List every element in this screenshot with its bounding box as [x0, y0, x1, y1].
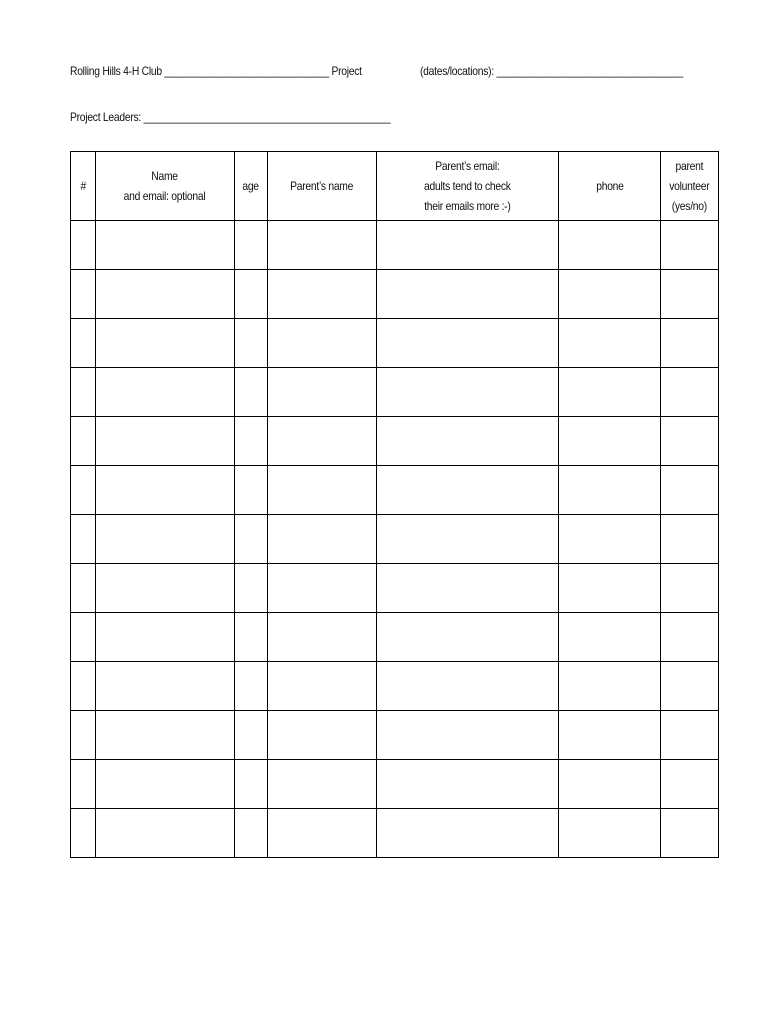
phone-cell: [559, 221, 661, 270]
age-cell: [235, 613, 268, 662]
number-cell: [71, 466, 96, 515]
parent-name-cell: [268, 760, 377, 809]
project-leaders-line: Project Leaders: _____________________________________________: [70, 110, 391, 124]
club-project-line: Rolling Hills 4-H Club ______________________________ Project: [70, 64, 362, 78]
age-cell: [235, 221, 268, 270]
phone-cell: [559, 711, 661, 760]
age-cell: [235, 515, 268, 564]
table-row: [71, 662, 719, 711]
parent-email-cell: [377, 711, 559, 760]
number-cell: [71, 221, 96, 270]
col-volunteer-header: parent volunteer (yes/no): [661, 152, 719, 221]
phone-cell: [559, 662, 661, 711]
parent-email-cell: [377, 319, 559, 368]
parent-name-cell: [268, 221, 377, 270]
phone-cell: [559, 515, 661, 564]
name-cell: [96, 564, 235, 613]
volunteer-cell: [661, 368, 719, 417]
parent-name-cell: [268, 466, 377, 515]
phone-cell: [559, 809, 661, 858]
volunteer-cell: [661, 809, 719, 858]
number-cell: [71, 564, 96, 613]
age-cell: [235, 417, 268, 466]
parent-name-cell: [268, 270, 377, 319]
parent-email-cell: [377, 368, 559, 417]
age-cell: [235, 270, 268, 319]
number-cell: [71, 809, 96, 858]
parent-email-cell: [377, 466, 559, 515]
col-number-header: #: [71, 152, 96, 221]
volunteer-cell: [661, 564, 719, 613]
volunteer-cell: [661, 417, 719, 466]
number-cell: [71, 662, 96, 711]
parent-name-cell: [268, 319, 377, 368]
table-row: [71, 515, 719, 564]
parent-name-cell: [268, 662, 377, 711]
parent-name-cell: [268, 368, 377, 417]
parent-email-cell: [377, 564, 559, 613]
name-cell: [96, 368, 235, 417]
volunteer-cell: [661, 515, 719, 564]
signup-table-body: [71, 221, 719, 858]
volunteer-cell: [661, 711, 719, 760]
name-cell: [96, 662, 235, 711]
name-cell: [96, 270, 235, 319]
number-cell: [71, 368, 96, 417]
age-cell: [235, 564, 268, 613]
parent-email-cell: [377, 270, 559, 319]
phone-cell: [559, 760, 661, 809]
volunteer-cell: [661, 319, 719, 368]
parent-name-cell: [268, 564, 377, 613]
name-cell: [96, 515, 235, 564]
table-row: [71, 466, 719, 515]
signup-table: [70, 151, 719, 858]
volunteer-cell: [661, 760, 719, 809]
col-parent-email-header: Parent’s email: adults tend to check their emails more :-): [377, 152, 559, 221]
volunteer-cell: [661, 613, 719, 662]
phone-cell: [559, 613, 661, 662]
name-cell: [96, 809, 235, 858]
table-row: [71, 564, 719, 613]
age-cell: [235, 711, 268, 760]
parent-name-cell: [268, 613, 377, 662]
parent-email-cell: [377, 417, 559, 466]
number-cell: [71, 760, 96, 809]
table-row: [71, 760, 719, 809]
age-cell: [235, 319, 268, 368]
parent-name-cell: [268, 809, 377, 858]
name-cell: [96, 466, 235, 515]
parent-email-cell: [377, 515, 559, 564]
phone-cell: [559, 417, 661, 466]
number-cell: [71, 613, 96, 662]
parent-email-cell: [377, 221, 559, 270]
parent-email-cell: [377, 809, 559, 858]
number-cell: [71, 515, 96, 564]
phone-cell: [559, 270, 661, 319]
col-parent-name-header: Parent’s name: [268, 152, 377, 221]
name-cell: [96, 613, 235, 662]
phone-cell: [559, 368, 661, 417]
number-cell: [71, 417, 96, 466]
name-cell: [96, 221, 235, 270]
parent-email-cell: [377, 613, 559, 662]
age-cell: [235, 662, 268, 711]
table-row: [71, 809, 719, 858]
table-row: [71, 368, 719, 417]
volunteer-cell: [661, 270, 719, 319]
number-cell: [71, 270, 96, 319]
name-cell: [96, 760, 235, 809]
dates-locations-line: (dates/locations): __________________________________: [420, 64, 683, 78]
table-row: [71, 221, 719, 270]
table-row: [71, 711, 719, 760]
table-row: [71, 613, 719, 662]
age-cell: [235, 809, 268, 858]
name-cell: [96, 319, 235, 368]
col-age-header: age: [235, 152, 268, 221]
name-cell: [96, 417, 235, 466]
parent-name-cell: [268, 515, 377, 564]
col-name-header: Name and email: optional: [96, 152, 235, 221]
parent-name-cell: [268, 711, 377, 760]
age-cell: [235, 760, 268, 809]
phone-cell: [559, 319, 661, 368]
parent-email-cell: [377, 662, 559, 711]
table-row: [71, 270, 719, 319]
number-cell: [71, 711, 96, 760]
parent-email-cell: [377, 760, 559, 809]
number-cell: [71, 319, 96, 368]
age-cell: [235, 368, 268, 417]
table-row: [71, 417, 719, 466]
phone-cell: [559, 466, 661, 515]
parent-name-cell: [268, 417, 377, 466]
name-cell: [96, 711, 235, 760]
volunteer-cell: [661, 662, 719, 711]
signup-table-header: [71, 152, 719, 221]
header-row: [71, 152, 719, 221]
age-cell: [235, 466, 268, 515]
phone-cell: [559, 564, 661, 613]
volunteer-cell: [661, 221, 719, 270]
col-phone-header: phone: [559, 152, 661, 221]
volunteer-cell: [661, 466, 719, 515]
table-row: [71, 319, 719, 368]
